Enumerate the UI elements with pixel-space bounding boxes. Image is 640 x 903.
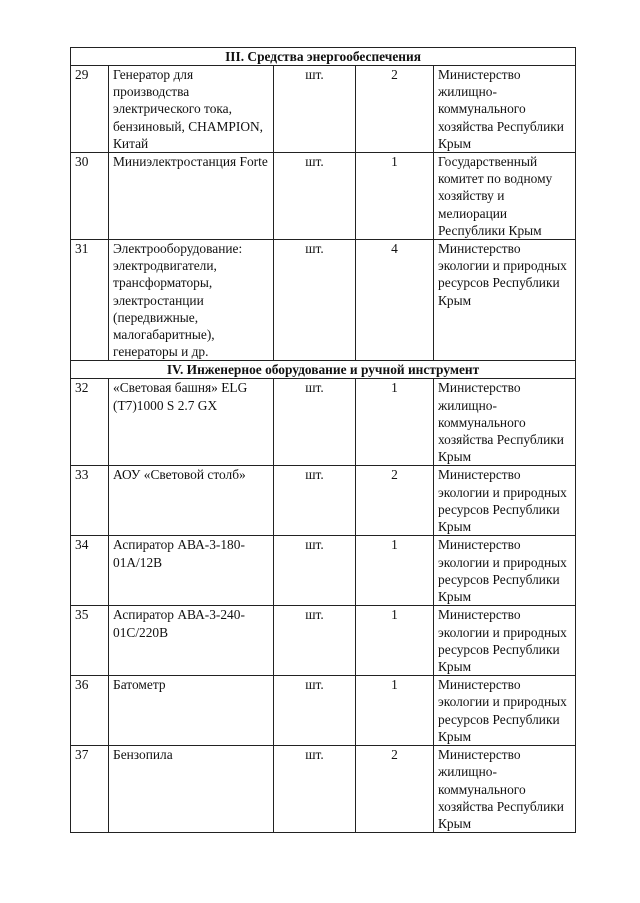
responsible-organization: Министерство жилищно-коммунального хозяйства Республики Крым [434,379,576,466]
responsible-organization: Министерство экологии и природных ресурсов Республики Крым [434,536,576,606]
item-name: «Световая башня» ELG (T7)1000 S 2.7 GX [109,379,274,466]
equipment-table [70,47,576,833]
item-unit: шт. [274,466,356,536]
item-quantity: 1 [356,153,434,240]
row-number: 33 [71,466,109,536]
item-name: Миниэлектростанция Forte [109,153,274,240]
row-number: 35 [71,606,109,676]
row-number: 36 [71,676,109,746]
section-header-row [71,48,576,66]
table-row [71,536,576,606]
responsible-organization: Министерство экологии и природных ресурсов Республики Крым [434,240,576,361]
row-number: 30 [71,153,109,240]
row-number: 29 [71,66,109,153]
table-row [71,379,576,466]
item-quantity: 1 [356,536,434,606]
table-row [71,606,576,676]
section-title: IV. Инженерное оборудование и ручной инструмент [71,361,576,379]
row-number: 31 [71,240,109,361]
responsible-organization: Государственный комитет по водному хозяйству и мелиорации Республики Крым [434,153,576,240]
row-number: 34 [71,536,109,606]
row-number: 32 [71,379,109,466]
responsible-organization: Министерство жилищно-коммунального хозяйства Республики Крым [434,66,576,153]
item-quantity: 4 [356,240,434,361]
responsible-organization: Министерство жилищно-коммунального хозяйства Республики Крым [434,746,576,833]
item-quantity: 2 [356,746,434,833]
section-title: III. Средства энергообеспечения [71,48,576,66]
item-name: Батометр [109,676,274,746]
table-row [71,153,576,240]
item-name: АОУ «Световой столб» [109,466,274,536]
item-unit: шт. [274,536,356,606]
item-quantity: 2 [356,66,434,153]
table-row [71,466,576,536]
responsible-organization: Министерство экологии и природных ресурсов Республики Крым [434,606,576,676]
table-row [71,676,576,746]
item-unit: шт. [274,240,356,361]
item-name: Генератор для производства электрического тока, бензиновый, CHAMPION, Китай [109,66,274,153]
row-number: 37 [71,746,109,833]
item-quantity: 1 [356,676,434,746]
table-row [71,240,576,361]
item-name: Аспиратор АВА-3-180-01А/12В [109,536,274,606]
item-unit: шт. [274,676,356,746]
item-quantity: 2 [356,466,434,536]
table-row [71,66,576,153]
section-header-row [71,361,576,379]
table-row [71,746,576,833]
responsible-organization: Министерство экологии и природных ресурсов Республики Крым [434,466,576,536]
item-unit: шт. [274,66,356,153]
item-name: Бензопила [109,746,274,833]
item-unit: шт. [274,379,356,466]
responsible-organization: Министерство экологии и природных ресурсов Республики Крым [434,676,576,746]
item-quantity: 1 [356,606,434,676]
item-unit: шт. [274,606,356,676]
item-name: Аспиратор АВА-3-240-01С/220В [109,606,274,676]
item-name: Электрооборудование: электродвигатели, трансформаторы, электростанции (передвижные, малогабаритные), генераторы и др. [109,240,274,361]
item-unit: шт. [274,153,356,240]
item-quantity: 1 [356,379,434,466]
item-unit: шт. [274,746,356,833]
